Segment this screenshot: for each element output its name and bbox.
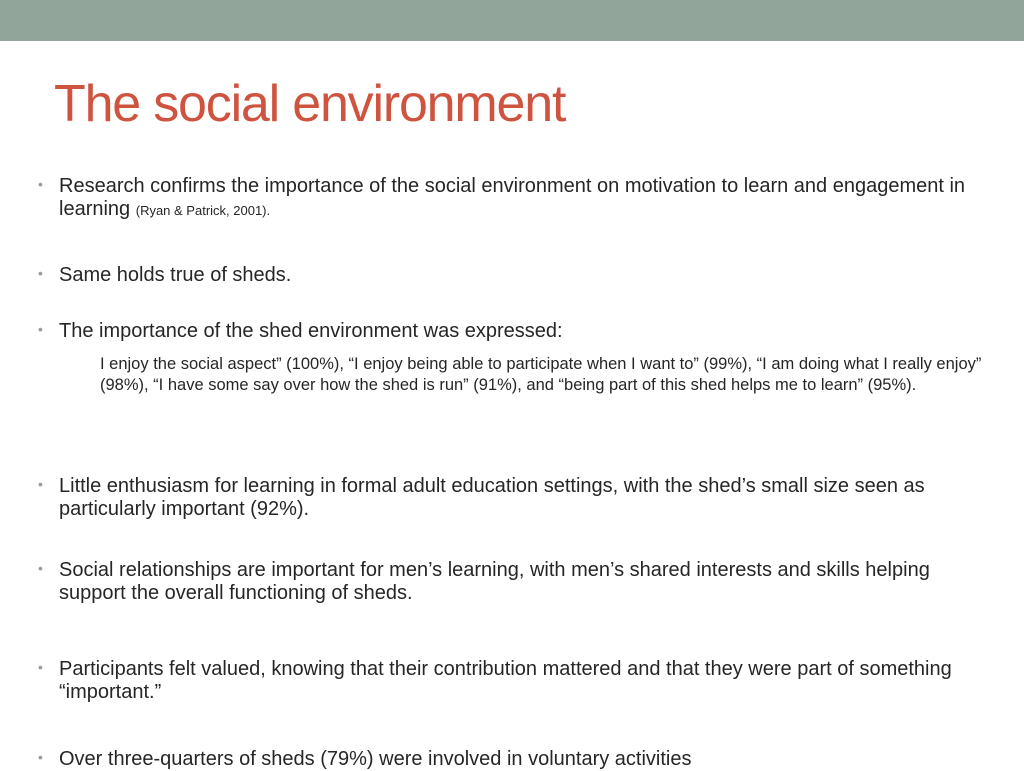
bullet-text: Same holds true of sheds.	[59, 264, 292, 286]
bullet-dot-icon: •	[38, 321, 43, 337]
bullet-dot-icon: •	[38, 659, 43, 675]
citation: (Ryan & Patrick, 2001).	[135, 203, 271, 218]
bullet-body: Research confirms the importance of the social environment on motivation to learn and engagement in learning	[59, 175, 966, 220]
bullet-dot-icon: •	[38, 749, 43, 765]
bullet-text	[59, 175, 994, 222]
top-accent-band	[0, 0, 1024, 41]
bullet-dot-icon: •	[38, 560, 43, 576]
bullet-text: Little enthusiasm for learning in formal adult education settings, with the shed’s small size seen as particularly important (92%).	[59, 475, 925, 520]
slide-title: The social environment	[54, 75, 566, 133]
bullet-text: Participants felt valued, knowing that their contribution mattered and that they were part of something “important.”	[59, 658, 952, 703]
bullet-dot-icon: •	[38, 265, 43, 281]
bullet-dot-icon: •	[38, 176, 43, 192]
bullet-dot-icon: •	[38, 476, 43, 492]
bullet-text: The importance of the shed environment was expressed:	[59, 320, 563, 342]
bullet-text: Over three-quarters of sheds (79%) were involved in voluntary activities	[59, 748, 692, 770]
survey-quote: I enjoy the social aspect” (100%), “I enjoy being able to participate when I want to” (99%), “I am doing what I really enjoy” (98%), “I have some say over how the shed is run” (91%), and “being part of this shed helps me to learn” (95%).	[100, 355, 982, 394]
bullet-text: Social relationships are important for men’s learning, with men’s shared interests and skills helping support the overall functioning of sheds.	[59, 559, 930, 604]
